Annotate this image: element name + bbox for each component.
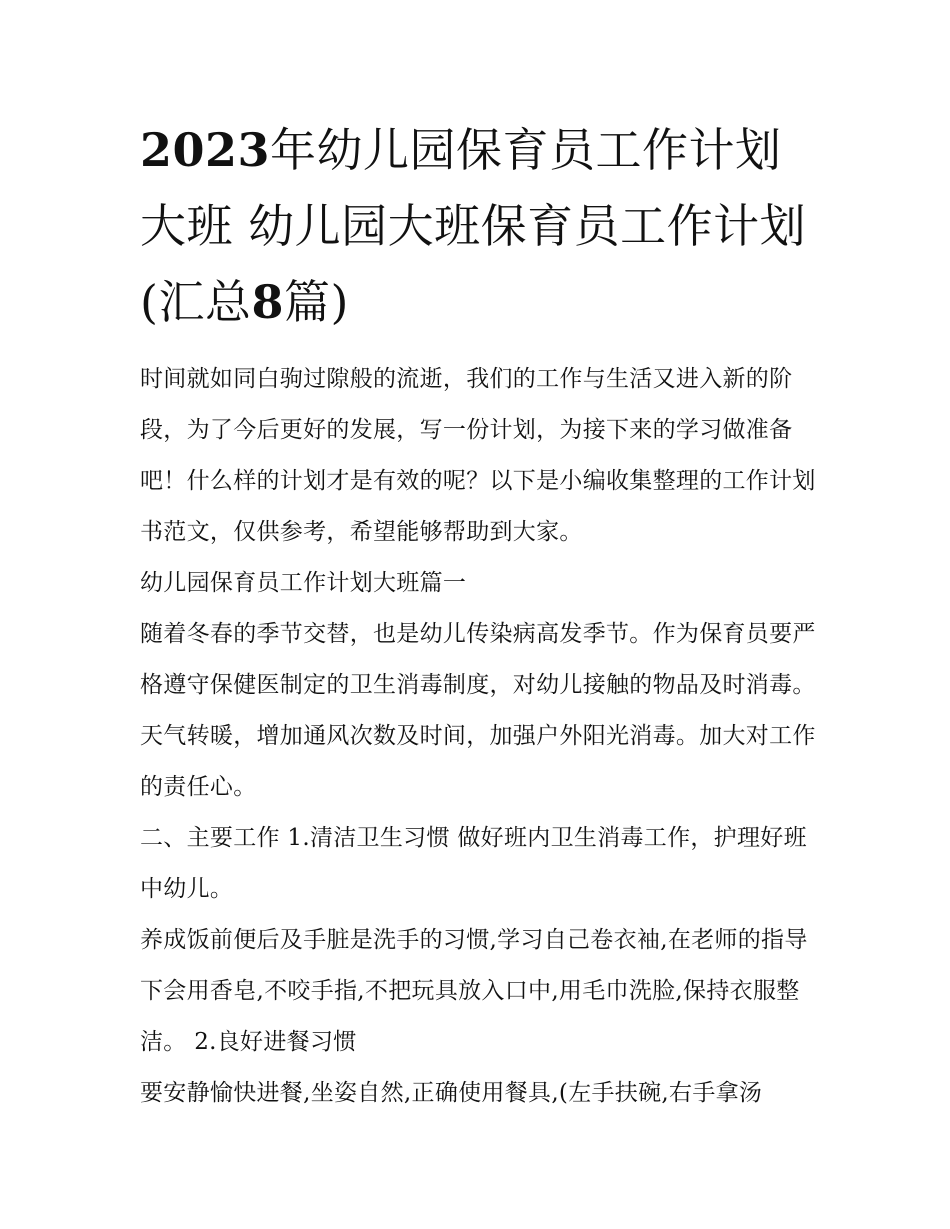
body-paragraph: 随着冬春的季节交替，也是幼儿传染病高发季节。作为保育员要严格遵守保健医制定的卫生消毒制度，对幼儿接触的物品及时消毒。天气转暖，增加通风次数及时间，加强户外阳光消毒。加大对工作的责任心。	[140, 621, 816, 800]
body-paragraph: 二、主要工作 1.清洁卫生习惯 做好班内卫生消毒工作，护理好班中幼儿。	[140, 825, 807, 902]
body-paragraph: 要安静愉快进餐,坐姿自然,正确使用餐具,(左手扶碗,右手拿汤	[140, 1080, 763, 1106]
intro-paragraph: 时间就如同白驹过隙般的流逝，我们的工作与生活又进入新的阶段，为了今后更好的发展，写一份计划，为接下来的学习做准备吧！什么样的计划才是有效的呢？以下是小编收集整理的工作计划书范文，仅供参考，希望能够帮助到大家。	[140, 366, 816, 545]
document-title: 2023年幼儿园保育员工作计划大班 幼儿园大班保育员工作计划(汇总8篇)	[140, 123, 807, 329]
section-heading: 幼儿园保育员工作计划大班篇一	[140, 570, 467, 596]
body-paragraph: 养成饭前便后及手脏是洗手的习惯,学习自己卷衣袖,在老师的指导下会用香皂,不咬手指,不把玩具放入口中,用毛巾洗脸,保持衣服整洁。 2.良好进餐习惯	[140, 927, 808, 1055]
document-page	[140, 112, 820, 1119]
